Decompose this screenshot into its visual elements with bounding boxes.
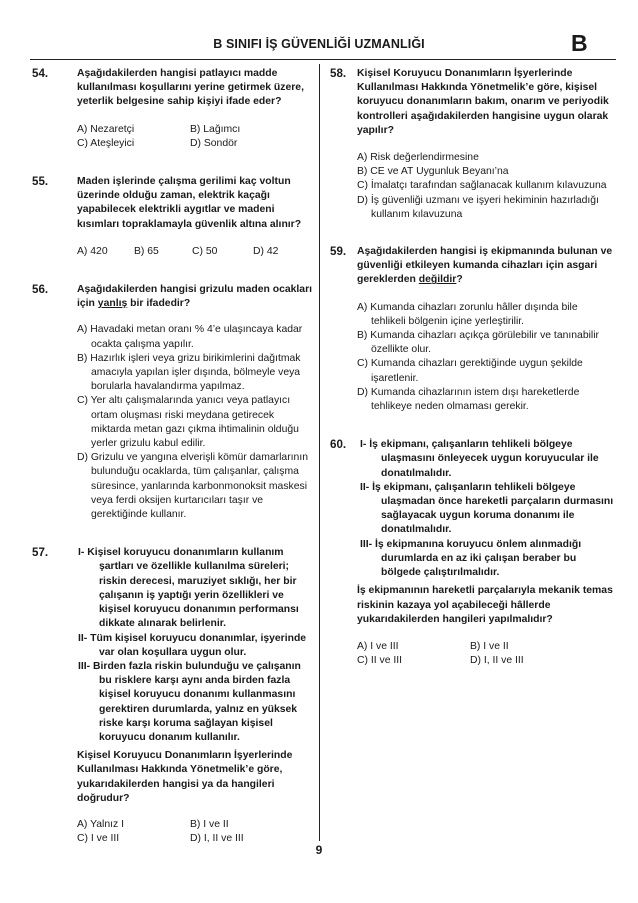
option-c[interactable]: C) II ve III: [357, 655, 403, 667]
question-58: [330, 67, 614, 222]
column-divider: [319, 64, 320, 841]
question-number: 59.: [330, 245, 347, 259]
question-number: 58.: [330, 67, 347, 80]
option-a[interactable]: A) Risk değerlendirmesine: [357, 152, 479, 164]
option-a[interactable]: A) Kumanda cihazları zorunlu hâller dışında bile tehlikeli bölgenin içine yerleştirilir.: [357, 301, 578, 327]
header-divider: [30, 59, 616, 60]
emphasis-word: yanlış: [97, 298, 128, 310]
option-c[interactable]: C) Yer altı çalışmalarında yanıcı veya patlayıcı ortam oluşması riski meydana getirecek miktarda metan gazı çıkma ihtimalinin olduğu yerler grizulu kabul edilir.: [77, 395, 299, 450]
statement-3: III- İş ekipmanına koruyucu önlem alınmadığı durumlarda en az iki çalışan beraber bu bölgede çalıştırılmalıdır.: [360, 538, 582, 579]
option-c[interactable]: C) Ateşleyici: [77, 137, 135, 149]
answer-options: [77, 245, 314, 259]
emphasis-word: değildir: [418, 274, 457, 286]
question-stem: [357, 245, 614, 288]
option-c[interactable]: C) 50: [192, 245, 218, 257]
question-stem: Maden işlerinde çalışma gerilimi kaç voltun üzerinde olduğu zaman, elektrik kaçağı yapabilecek elektrikli aygıtlar ve madeni kısımları topraklamayla güvenlik altına alınır?: [77, 176, 302, 230]
option-b[interactable]: B) CE ve AT Uygunluk Beyanı’na: [357, 166, 509, 178]
stem-text-end: bir ifadedir?: [127, 298, 191, 310]
stem-text: Aşağıdakilerden hangisi grizulu maden ocakları için: [77, 284, 313, 310]
option-d[interactable]: D) 42: [253, 245, 279, 257]
option-b[interactable]: B) Kumanda cihazları açıkça görülebilir ve tanınabilir özellikte olur.: [357, 330, 599, 356]
statement-3: III- Birden fazla riskin bulunduğu ve çalışanın bu risklere karşı aynı anda birden fazla kişisel koruyucu donanımı kullanmasını gerektiren durumlarda, yalnız en yüksek riske karşı koruma sağlayan kişisel koruyucu donanım kullanılır.: [78, 660, 301, 743]
question-number: 55.: [32, 175, 49, 189]
question-stem: Kişisel Koruyucu Donanımların İşyerlerinde Kullanılması Hakkında Yönetmelik’e göre, kişisel koruyucu donanımların bakım, onarım ve periyodik kontrolleri aşağıdakilerden hangisine uygun olarak yapılır?: [357, 68, 609, 136]
page-number: 9: [315, 843, 323, 857]
option-a[interactable]: A) Yalnız I: [77, 818, 124, 830]
statement-1: I- İş ekipmanı, çalışanların tehlikeli bölgeye ulaşmasını önleyecek uygun koruyucular ile donatılmalıdır.: [360, 439, 599, 479]
question-stem: Aşağıdakilerden hangisi patlayıcı madde kullanılması koşullarını yerine getirmek üzere, yeterlik belgesine sahip kişiyi ifade eder?: [77, 68, 304, 108]
question-56: [32, 283, 314, 522]
option-b[interactable]: B) 65: [134, 245, 159, 257]
option-d[interactable]: D) Grizulu ve yangına elverişli kömür damarlarının bulunduğu ocaklarda, tüm çalışanlar, çalışma süresince, yanlarında karbonmonoksit maskesi veya ferdi oksijen kurtarıcıları taşır ve gerektiğinde kullanır.: [77, 452, 308, 521]
question-59: [330, 245, 614, 414]
booklet-letter: B: [571, 30, 588, 56]
option-d[interactable]: D) Sondör: [190, 137, 238, 149]
option-a[interactable]: A) Nezaretçi: [77, 123, 135, 135]
option-c[interactable]: C) Kumanda cihazları gerektiğinde uygun şekilde işaretlenir.: [357, 358, 583, 384]
option-a[interactable]: A) Havadaki metan oranı % 4’e ulaşıncaya kadar ocakta çalışma yapılır.: [77, 324, 303, 350]
statement-1: I- Kişisel koruyucu donanımların kullanım şartları ve özellikle kullanılma süreleri; riskin derecesi, maruziyet sıklığı, her bir çalışanın iş yaptığı yerin özellikleri ve kişisel koruyucu donanımın performansı dikkate alınarak belirlenir.: [78, 547, 299, 630]
question-number: 54.: [32, 67, 49, 80]
question-57: [32, 546, 314, 846]
option-d[interactable]: D) I, II ve III: [470, 655, 524, 667]
question-stem: Kişisel Koruyucu Donanımların İşyerlerinde Kullanılması Hakkında Yönetmelik’e göre, yukarıdakilerden hangisi ya da hangileri doğrudur?: [77, 750, 293, 804]
question-stem: [77, 283, 314, 311]
option-b[interactable]: B) I ve II: [470, 640, 509, 652]
question-number: 60.: [330, 438, 347, 452]
answer-options: [77, 123, 314, 151]
option-d[interactable]: D) İş güvenliği uzmanı ve işyeri hekiminin hazırladığı kullanım kılavuzuna: [357, 194, 599, 220]
option-d[interactable]: D) I, II ve III: [190, 833, 244, 845]
statement-2: II- Tüm kişisel koruyucu donanımlar, işyerinde var olan koşullara uygun olur.: [78, 632, 307, 658]
option-a[interactable]: A) 420: [77, 245, 108, 257]
question-60: [330, 438, 614, 668]
option-c[interactable]: C) I ve III: [77, 833, 120, 845]
statement-list: [78, 546, 314, 745]
option-a[interactable]: A) I ve III: [357, 640, 399, 652]
option-b[interactable]: B) I ve II: [190, 818, 229, 830]
right-column: [330, 67, 614, 668]
stem-text: Aşağıdakilerden hangisi iş ekipmanında bulunan ve güvenliği etkileyen kumanda cihazları için asgari gereklerden: [357, 246, 613, 286]
left-column: [32, 67, 314, 846]
answer-options: [357, 301, 614, 415]
question-55: [32, 175, 314, 259]
answer-options: [77, 323, 314, 522]
question-stem: İş ekipmanının hareketli parçalarıyla mekanik temas riskinin kazaya yol açabileceği hâllerde yukarıdakilerden hangileri yapılmalıdır?: [357, 585, 613, 625]
stem-text-end: ?: [456, 274, 463, 286]
option-c[interactable]: C) İmalatçı tarafından sağlanacak kullanım kılavuzuna: [357, 180, 607, 192]
exam-title: B SINIFI İŞ GÜVENLİĞİ UZMANLIĞI: [213, 37, 425, 51]
option-b[interactable]: B) Lağımcı: [190, 123, 241, 135]
question-number: 57.: [32, 546, 49, 560]
statement-list: [360, 438, 614, 580]
statement-2: II- İş ekipmanı, çalışanların tehlikeli bölgeye ulaşmadan önce hareketli parçaların durmasını sağlayacak uygun koruma donanımı ile donatılmalıdır.: [360, 481, 614, 536]
answer-options: [357, 640, 614, 668]
option-d[interactable]: D) Kumanda cihazlarının istem dışı hareketlerde tehlikeye neden olmaması gerekir.: [357, 386, 580, 413]
question-54: [32, 67, 314, 151]
question-number: 56.: [32, 283, 49, 297]
option-b[interactable]: B) Hazırlık işleri veya grizu birikimlerini dağıtmak amacıyla yapılan işler dışında, bölmeyle veya borularla havalandırma yapılmaz.: [77, 352, 301, 393]
answer-options: [357, 151, 614, 222]
